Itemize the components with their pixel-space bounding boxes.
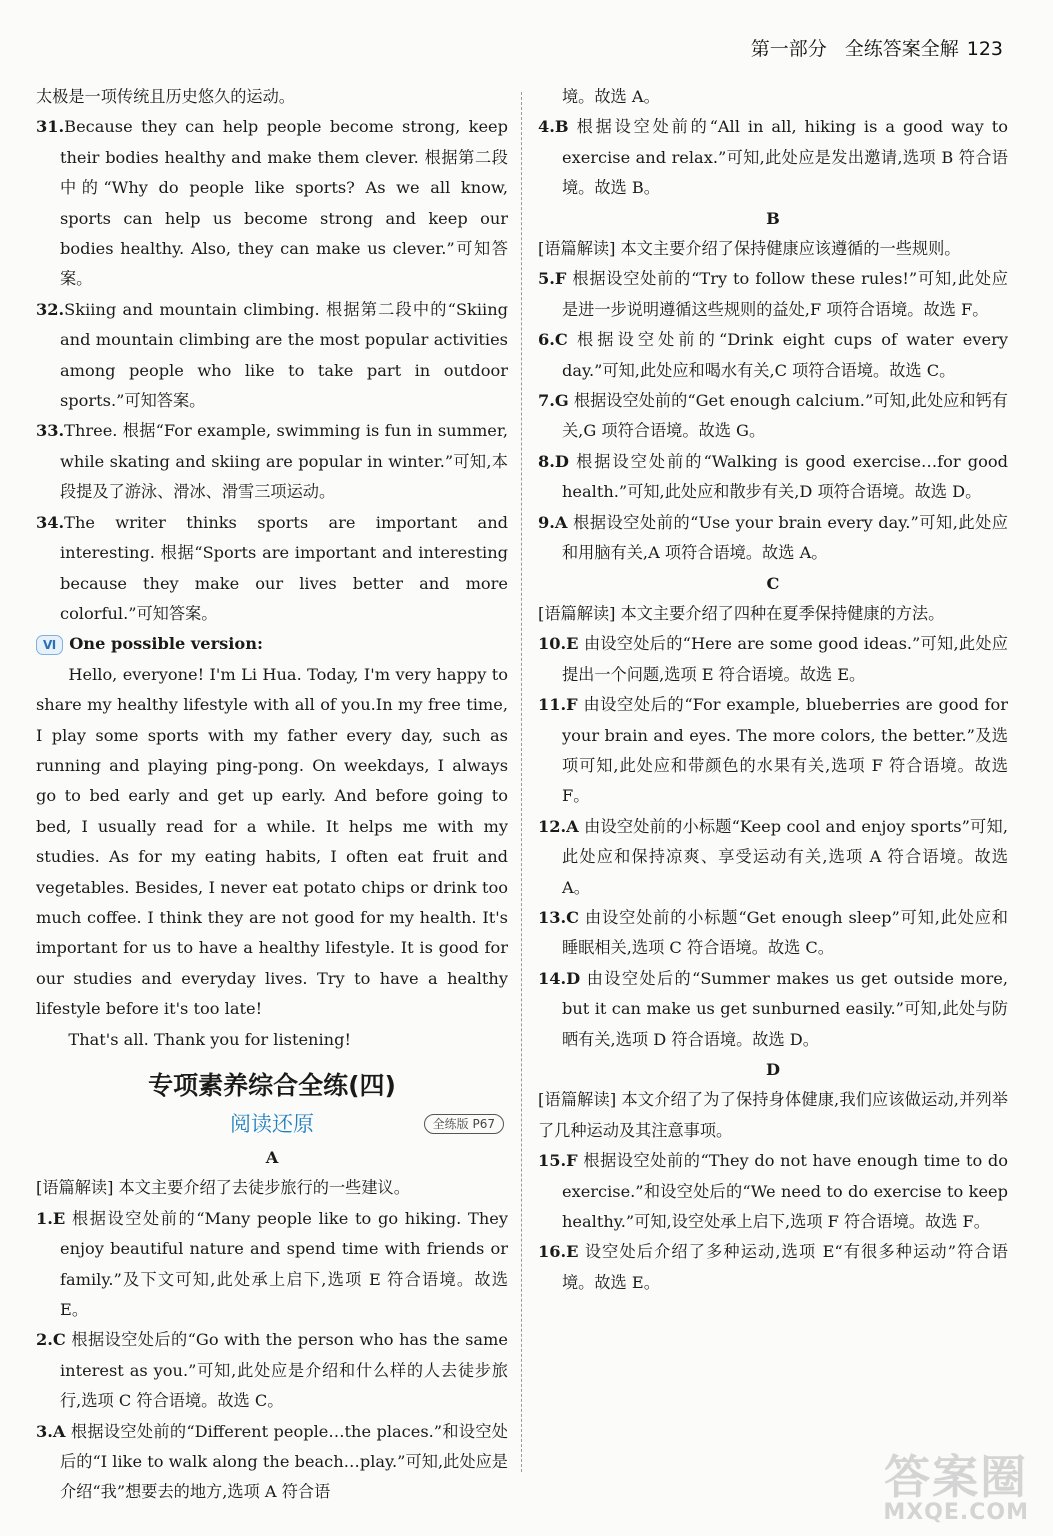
answer-10 [538,629,1008,690]
answer-text: 根据设空处前的“Get enough calcium.”可知,此处应和钙有关,G 项符合语境。故选 G。 [562,391,1008,441]
answer-text: Because they can help people become strong, keep their bodies healthy and make them clever. 根据第二段中的“Why do people like sports? As we all know, sports can help us become strong and keep our bodies healthy. Also, they can make us clever.”可知答案。 [60,117,508,289]
answer-15 [538,1146,1008,1237]
answer-number: 33. [36,421,65,441]
answer-number: 11.F [538,695,578,715]
answer-text: The writer thinks sports are important and interesting. 根据“Sports are important and interesting because they make our lives better and more colorful.”可知答案。 [60,512,508,623]
answer-11 [538,690,1008,812]
page-number: 123 [966,38,1003,60]
answer-number: 5.F [538,269,567,289]
reading-a-summary: [语篇解读] 本文主要介绍了去徒步旅行的一些建议。 [36,1178,410,1198]
answer-text: 由设空处后的“Here are some good ideas.”可知,此处应提出一个问题,选项 E 符合语境。故选 E。 [562,634,1008,684]
answer-7 [538,386,1008,447]
answer-5 [538,264,1008,325]
answer-number: 10.E [538,634,579,654]
answer-text: 根据设空处前的“Many people like to go hiking. They enjoy beautiful nature and spend time with friends or family.”及下文可知,此处承上启下,选项 E 符合语境。故选 E。 [60,1208,508,1320]
reading-c-summary: [语篇解读] 本文主要介绍了四种在夏季保持健康的方法。 [538,603,945,623]
answer-number: 8.D [538,451,569,471]
essay-closing: That's all. Thank you for listening! [68,1029,351,1049]
answer-14 [538,964,1008,1055]
answer-1 [36,1204,508,1326]
answer-number: 15.F [538,1151,578,1171]
reading-d-summary: [语篇解读] 本文介绍了为了保持身体健康,我们应该做运动,并列举了几种运动及其注意事项。 [538,1090,1008,1140]
answer-number: 14.D [538,968,581,988]
answer-6 [538,325,1008,386]
part-b-heading: B [766,208,780,228]
answer-number: 9.A [538,512,568,532]
right-column [538,82,1008,1298]
answer-33 [36,416,508,507]
page-header [751,34,1003,61]
section-vi-badge: Ⅵ [36,635,63,655]
answer-number: 2.C [36,1330,66,1350]
answer-2 [36,1325,508,1416]
answer-32 [36,295,508,417]
answer-number: 7.G [538,391,569,411]
answer-number: 1.E [36,1208,66,1228]
answer-text: Three. 根据“For example, swimming is fun in summer, while skating and skiing are popular in winter.”可知,本段提及了游泳、滑冰、滑雪三项运动。 [60,421,508,502]
subtitle-reading-restore: 阅读还原 [230,1112,314,1136]
answer-31 [36,112,508,294]
answer-text: 由设空处前的小标题“Keep cool and enjoy sports”可知,此处应和保持凉爽、享受运动有关,选项 A 符合语境。故选 A。 [562,816,1008,897]
answer-text: 由设空处前的小标题“Get enough sleep”可知,此处应和睡眠相关,选项 C 符合语境。故选 C。 [562,907,1008,958]
answer-number: 4.B [538,117,569,137]
answer-number: 16.E [538,1242,579,1262]
part-a-heading: A [265,1148,279,1167]
answer-16 [538,1237,1008,1298]
left-column [36,82,508,1508]
section-title: 专项素养综合全练(四) [148,1071,396,1100]
answer-12 [538,812,1008,903]
answer-text: 由设空处后的“For example, blueberries are good for your brain and eyes. The more colors, the better.”及选项可知,此处应和带颜色的水果有关,选项 F 符合语境。故选 F。 [562,695,1008,806]
header-section: 第一部分 [750,38,827,60]
answer-number: 31. [36,117,65,137]
answer-text: 根据设空处前的“Different people…the places.”和设空处后的“I like to walk along the beach…play.”可知,此处应是介绍“我”想要去的地方,选项 A 符合语 [60,1421,508,1502]
part-d-heading: D [765,1060,781,1079]
answer-text: 设空处后介绍了多种运动,选项 E“有很多种运动”符合语境。故选 E。 [562,1242,1008,1292]
continued-line: 境。故选 A。 [562,87,660,106]
answer-number: 13.C [538,907,580,927]
watermark-text: 答案圈 [884,1450,1029,1504]
header-book-title: 全练答案全解 [844,38,959,60]
answer-number: 12.A [538,816,579,836]
answer-text: 根据设空处前的“Try to follow these rules!”可知,此处应是进一步说明遵循这些规则的益处,F 项符合语境。故选 F。 [562,269,1008,319]
column-divider [521,92,522,1472]
answer-text: 根据设空处前的“Use your brain every day.”可知,此处应和用脑有关,A 项符合语境。故选 A。 [562,512,1008,563]
answer-text: 根据设空处前的“They do not have enough time to do exercise.”和设空处后的“We need to do exercise to keep healthy.”可知,设空处承上启下,选项 F 符合语境。故选 F。 [562,1151,1008,1232]
page-ref-pill: 全练版 P67 [424,1114,504,1134]
answer-9 [538,508,1008,569]
answer-text: 根据设空处前的“All in all, hiking is a good way to exercise and relax.”可知,此处应是发出邀请,选项 B 符合语境。故选 B。 [562,117,1008,198]
subtitle-row [36,1107,508,1141]
answer-4 [538,112,1008,203]
answer-13 [538,903,1008,964]
intro-line: 太极是一项传统且历史悠久的运动。 [36,87,295,106]
essay-body: Hello, everyone! I'm Li Hua. Today, I'm very happy to share my healthy lifestyle with all of you.In my free time, I play some sports with my father every day, such as running and playing ping-pong. On weekdays, I always go to bed early and get up early. And before going to bed, I usually read for a while. It helps me with my studies. As for my eating habits, I often eat fruit and vegetables. Besides, I never eat potato chips or drink too much coffee. I think they are not good for my health. It's important for us to have a healthy lifestyle. It is good for our studies and everyday lives. Try to have a healthy lifestyle before it's too late! [36,664,508,1019]
watermark-url: MXQE.COM [883,1500,1029,1525]
answer-number: 6.C [538,330,568,350]
version-title: One possible version: [69,634,263,654]
answer-number: 32. [36,299,65,319]
answer-number: 3.A [36,1421,66,1441]
answer-34 [36,508,508,630]
version-heading [36,629,508,659]
part-c-heading: C [766,573,780,593]
answer-8 [538,447,1008,508]
answer-text: 根据设空处后的“Go with the person who has the same interest as you.”可知,此处应是介绍和什么样的人去徒步旅行,选项 C 符合语境。故选 C。 [60,1330,508,1411]
watermark-logo [883,1450,1029,1525]
answer-text: 由设空处后的“Summer makes us get outside more, but it can make us get sunburned easily.”可知,此处与防晒有关,选项 D 符合语境。故选 D。 [562,968,1008,1049]
answer-3 [36,1417,508,1508]
reading-b-summary: [语篇解读] 本文主要介绍了保持健康应该遵循的一些规则。 [538,239,961,259]
answer-text: 根据设空处前的“Drink eight cups of water every day.”可知,此处应和喝水有关,C 项符合语境。故选 C。 [562,330,1008,380]
answer-number: 34. [36,512,65,532]
answer-text: 根据设空处前的“Walking is good exercise…for good health.”可知,此处应和散步有关,D 项符合语境。故选 D。 [562,451,1008,502]
answer-text: Skiing and mountain climbing. 根据第二段中的“Skiing and mountain climbing are the most popular activities among people who like to take part in outdoor sports.”可知答案。 [60,299,508,411]
